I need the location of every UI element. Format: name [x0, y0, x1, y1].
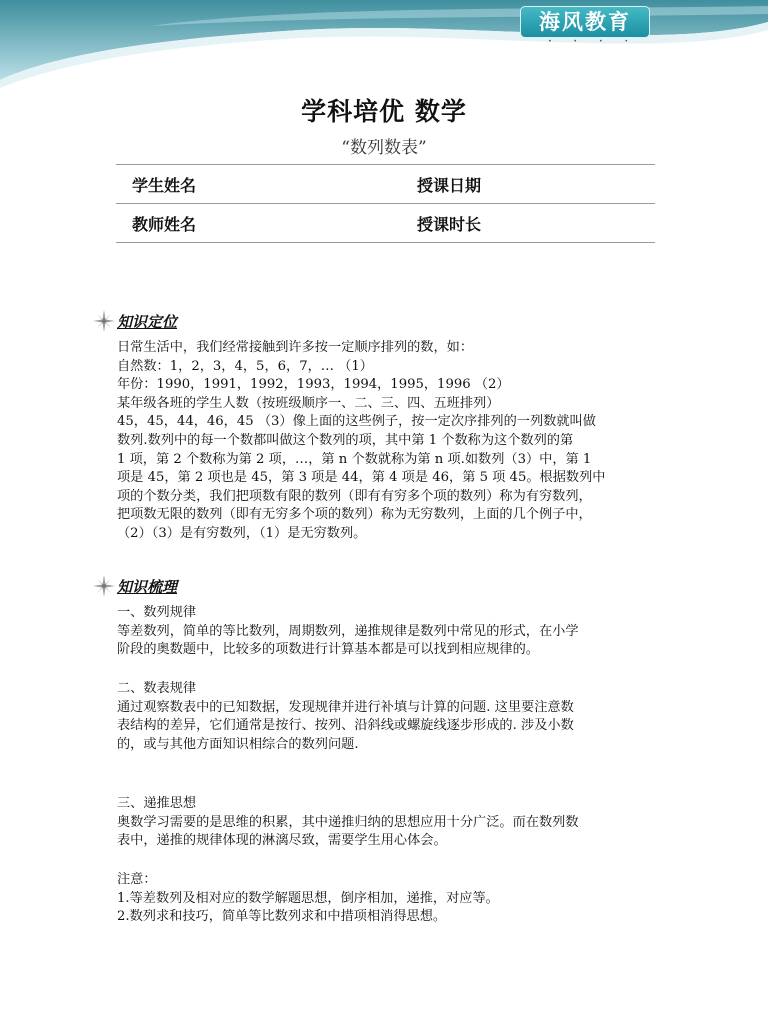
- subsection-table-rules: [117, 680, 657, 754]
- info-row-student: [116, 165, 655, 204]
- subsection-title: 二、数表规律: [117, 681, 197, 696]
- body-line: 等差数列，简单的等比数列，周期数列，递推规律是数列中常见的形式，在小学: [117, 623, 579, 639]
- section1-body: [117, 339, 657, 544]
- lesson-duration-label: 授课时长: [417, 204, 655, 243]
- document-title: 学科培优 数学: [301, 97, 467, 126]
- body-line: 日常生活中，我们经常接触到许多按一定顺序排列的数，如：: [117, 340, 474, 355]
- body-line: 45，45，44，46，45 （3）像上面的这些例子，按一定次序排列的一列数就叫做: [117, 414, 596, 430]
- body-line: 表结构的差异，它们通常是按行、按列、沿斜线或螺旋线逐步形成的. 涉及小数: [117, 718, 574, 734]
- subsection-title: 三、递推思想: [117, 796, 197, 811]
- teacher-name-label: 教师姓名: [116, 204, 417, 243]
- body-line: 数列.数列中的每一个数都叫做这个数列的项，其中第 1 个数称为这个数列的第: [117, 432, 574, 448]
- brand-logo-subtext: • • • •: [548, 38, 638, 45]
- body-line: 某年级各班的学生人数（按班级顺序一、二、三、四、五班排列）: [117, 395, 500, 411]
- header-wave-banner: [0, 0, 768, 90]
- subsection-recursion-idea: [117, 795, 657, 851]
- body-line: 年份：1990，1991，1992，1993，1994，1995，1996 （2）: [117, 377, 510, 393]
- lesson-info-table: [116, 164, 655, 243]
- body-line: （2）（3）是有穷数列，（1）是无穷数列。: [117, 525, 367, 541]
- info-row-teacher: [116, 204, 655, 243]
- section-heading-label: 知识定位: [117, 313, 178, 331]
- body-line: 阶段的奥数题中，比较多的项数进行计算基本都是可以找到相应规律的。: [117, 642, 539, 658]
- body-line: 自然数：1，2，3，4，5，6，7，… （1）: [117, 358, 373, 374]
- body-line: 1 项，第 2 个数称为第 2 项，…，第 n 个数就称为第 n 项.如数列（3）中，第 1: [117, 451, 592, 467]
- note-item: 1.等差数列及相对应的数学解题思想，倒序相加，递推，对应等。: [117, 890, 499, 906]
- student-name-label: 学生姓名: [116, 165, 417, 204]
- lesson-date-label: 授课日期: [417, 165, 655, 204]
- body-line: 表中，递推的规律体现的淋漓尽致，需要学生用心体会。: [117, 833, 447, 849]
- notes-block: [117, 871, 657, 927]
- note-item: 2.数列求和技巧，简单等比数列求和中措项相消得思想。: [117, 909, 447, 925]
- subsection-sequence-rules: [117, 604, 657, 660]
- notes-title: 注意：: [117, 872, 157, 887]
- body-line: 项是 45，第 2 项也是 45，第 3 项是 44，第 4 项是 46，第 5 项 45。根据数列中: [117, 470, 606, 486]
- brand-logo: 海风教育: [520, 6, 650, 38]
- body-line: 把项数无限的数列（即有无穷多个项的数列）称为无穷数列，上面的几个例子中，: [117, 507, 592, 523]
- sparkle-icon: [92, 309, 116, 333]
- body-line: 奥数学习需要的是思维的积累，其中递推归纳的思想应用十分广泛。而在数列数: [117, 814, 579, 830]
- sparkle-icon: [92, 574, 116, 598]
- section-heading-label: 知识梳理: [117, 578, 178, 596]
- subsection-title: 一、数列规律: [117, 605, 197, 620]
- body-line: 通过观察数表中的已知数据，发现规律并进行补填与计算的问题. 这里要注意数: [117, 699, 574, 715]
- document-subtitle: “数列数表”: [341, 138, 427, 158]
- body-line: 的，或与其他方面知识相综合的数列问题.: [117, 736, 359, 752]
- body-line: 项的个数分类，我们把项数有限的数列（即有有穷多个项的数列）称为有穷数列，: [117, 488, 592, 504]
